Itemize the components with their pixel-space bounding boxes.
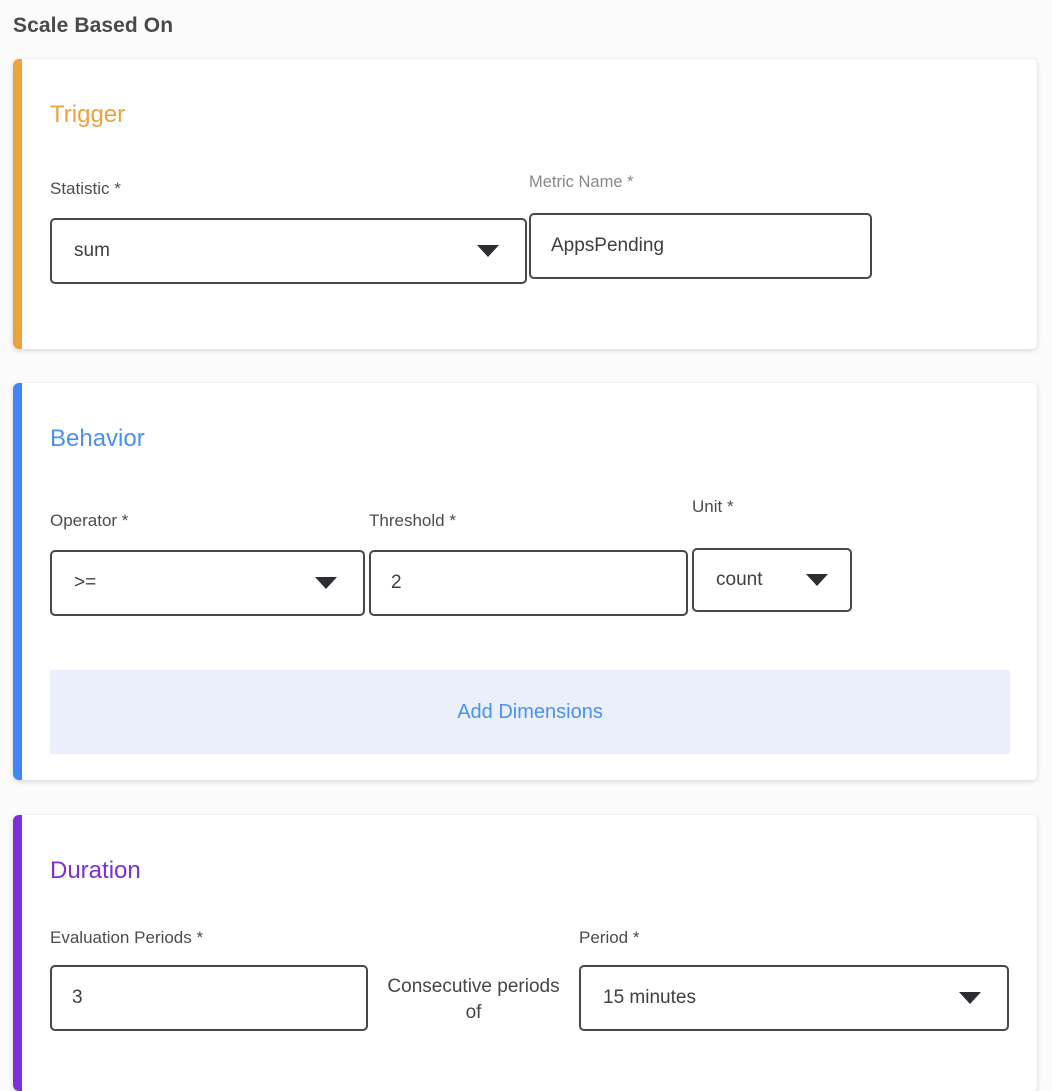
chevron-down-icon bbox=[477, 245, 499, 257]
evaluation-periods-label: Evaluation Periods * bbox=[50, 928, 204, 947]
operator-select[interactable] bbox=[50, 550, 365, 616]
metric-name-field-group bbox=[529, 172, 872, 279]
trigger-accent-bar bbox=[13, 59, 22, 349]
statistic-field-group bbox=[50, 179, 527, 284]
statistic-selected-value: sum bbox=[74, 240, 110, 261]
metric-name-label: Metric Name * bbox=[529, 173, 634, 191]
period-select[interactable] bbox=[579, 965, 1009, 1031]
threshold-input[interactable] bbox=[369, 550, 688, 616]
trigger-section-title: Trigger bbox=[50, 101, 126, 128]
trigger-section bbox=[13, 59, 1037, 349]
behavior-card-body bbox=[22, 383, 1037, 780]
threshold-field-group bbox=[369, 511, 688, 616]
metric-name-input[interactable] bbox=[529, 213, 872, 279]
duration-card-body bbox=[22, 815, 1037, 1091]
unit-select[interactable] bbox=[692, 548, 852, 612]
period-selected-value: 15 minutes bbox=[603, 987, 696, 1008]
operator-selected-value: >= bbox=[74, 572, 97, 593]
behavior-section bbox=[13, 383, 1037, 780]
behavior-section-title: Behavior bbox=[50, 425, 145, 452]
period-field-group bbox=[579, 928, 1009, 1031]
evaluation-periods-input[interactable] bbox=[50, 965, 368, 1031]
trigger-fields-row bbox=[50, 172, 1010, 284]
duration-section-title: Duration bbox=[50, 857, 141, 884]
add-dimensions-button[interactable]: Add Dimensions bbox=[50, 670, 1010, 754]
consecutive-periods-connector bbox=[368, 928, 579, 1026]
duration-fields-row bbox=[50, 928, 1010, 1031]
period-label: Period * bbox=[579, 928, 640, 947]
unit-selected-value: count bbox=[716, 569, 763, 590]
page-title: Scale Based On bbox=[13, 14, 174, 37]
chevron-down-icon bbox=[315, 577, 337, 589]
unit-field-group bbox=[692, 497, 852, 612]
statistic-select[interactable] bbox=[50, 218, 527, 284]
chevron-down-icon bbox=[959, 992, 981, 1004]
threshold-label: Threshold * bbox=[369, 511, 456, 530]
trigger-card-body bbox=[22, 59, 1037, 349]
chevron-down-icon bbox=[806, 574, 828, 586]
duration-section bbox=[13, 815, 1037, 1091]
duration-accent-bar bbox=[13, 815, 22, 1091]
evaluation-periods-field-group bbox=[50, 928, 368, 1031]
behavior-accent-bar bbox=[13, 383, 22, 780]
statistic-label: Statistic * bbox=[50, 179, 121, 198]
behavior-fields-row bbox=[50, 497, 1010, 616]
consecutive-periods-text: Consecutive periods of bbox=[387, 976, 560, 1023]
operator-label: Operator * bbox=[50, 511, 129, 530]
operator-field-group bbox=[50, 511, 365, 616]
unit-label: Unit * bbox=[692, 497, 734, 516]
